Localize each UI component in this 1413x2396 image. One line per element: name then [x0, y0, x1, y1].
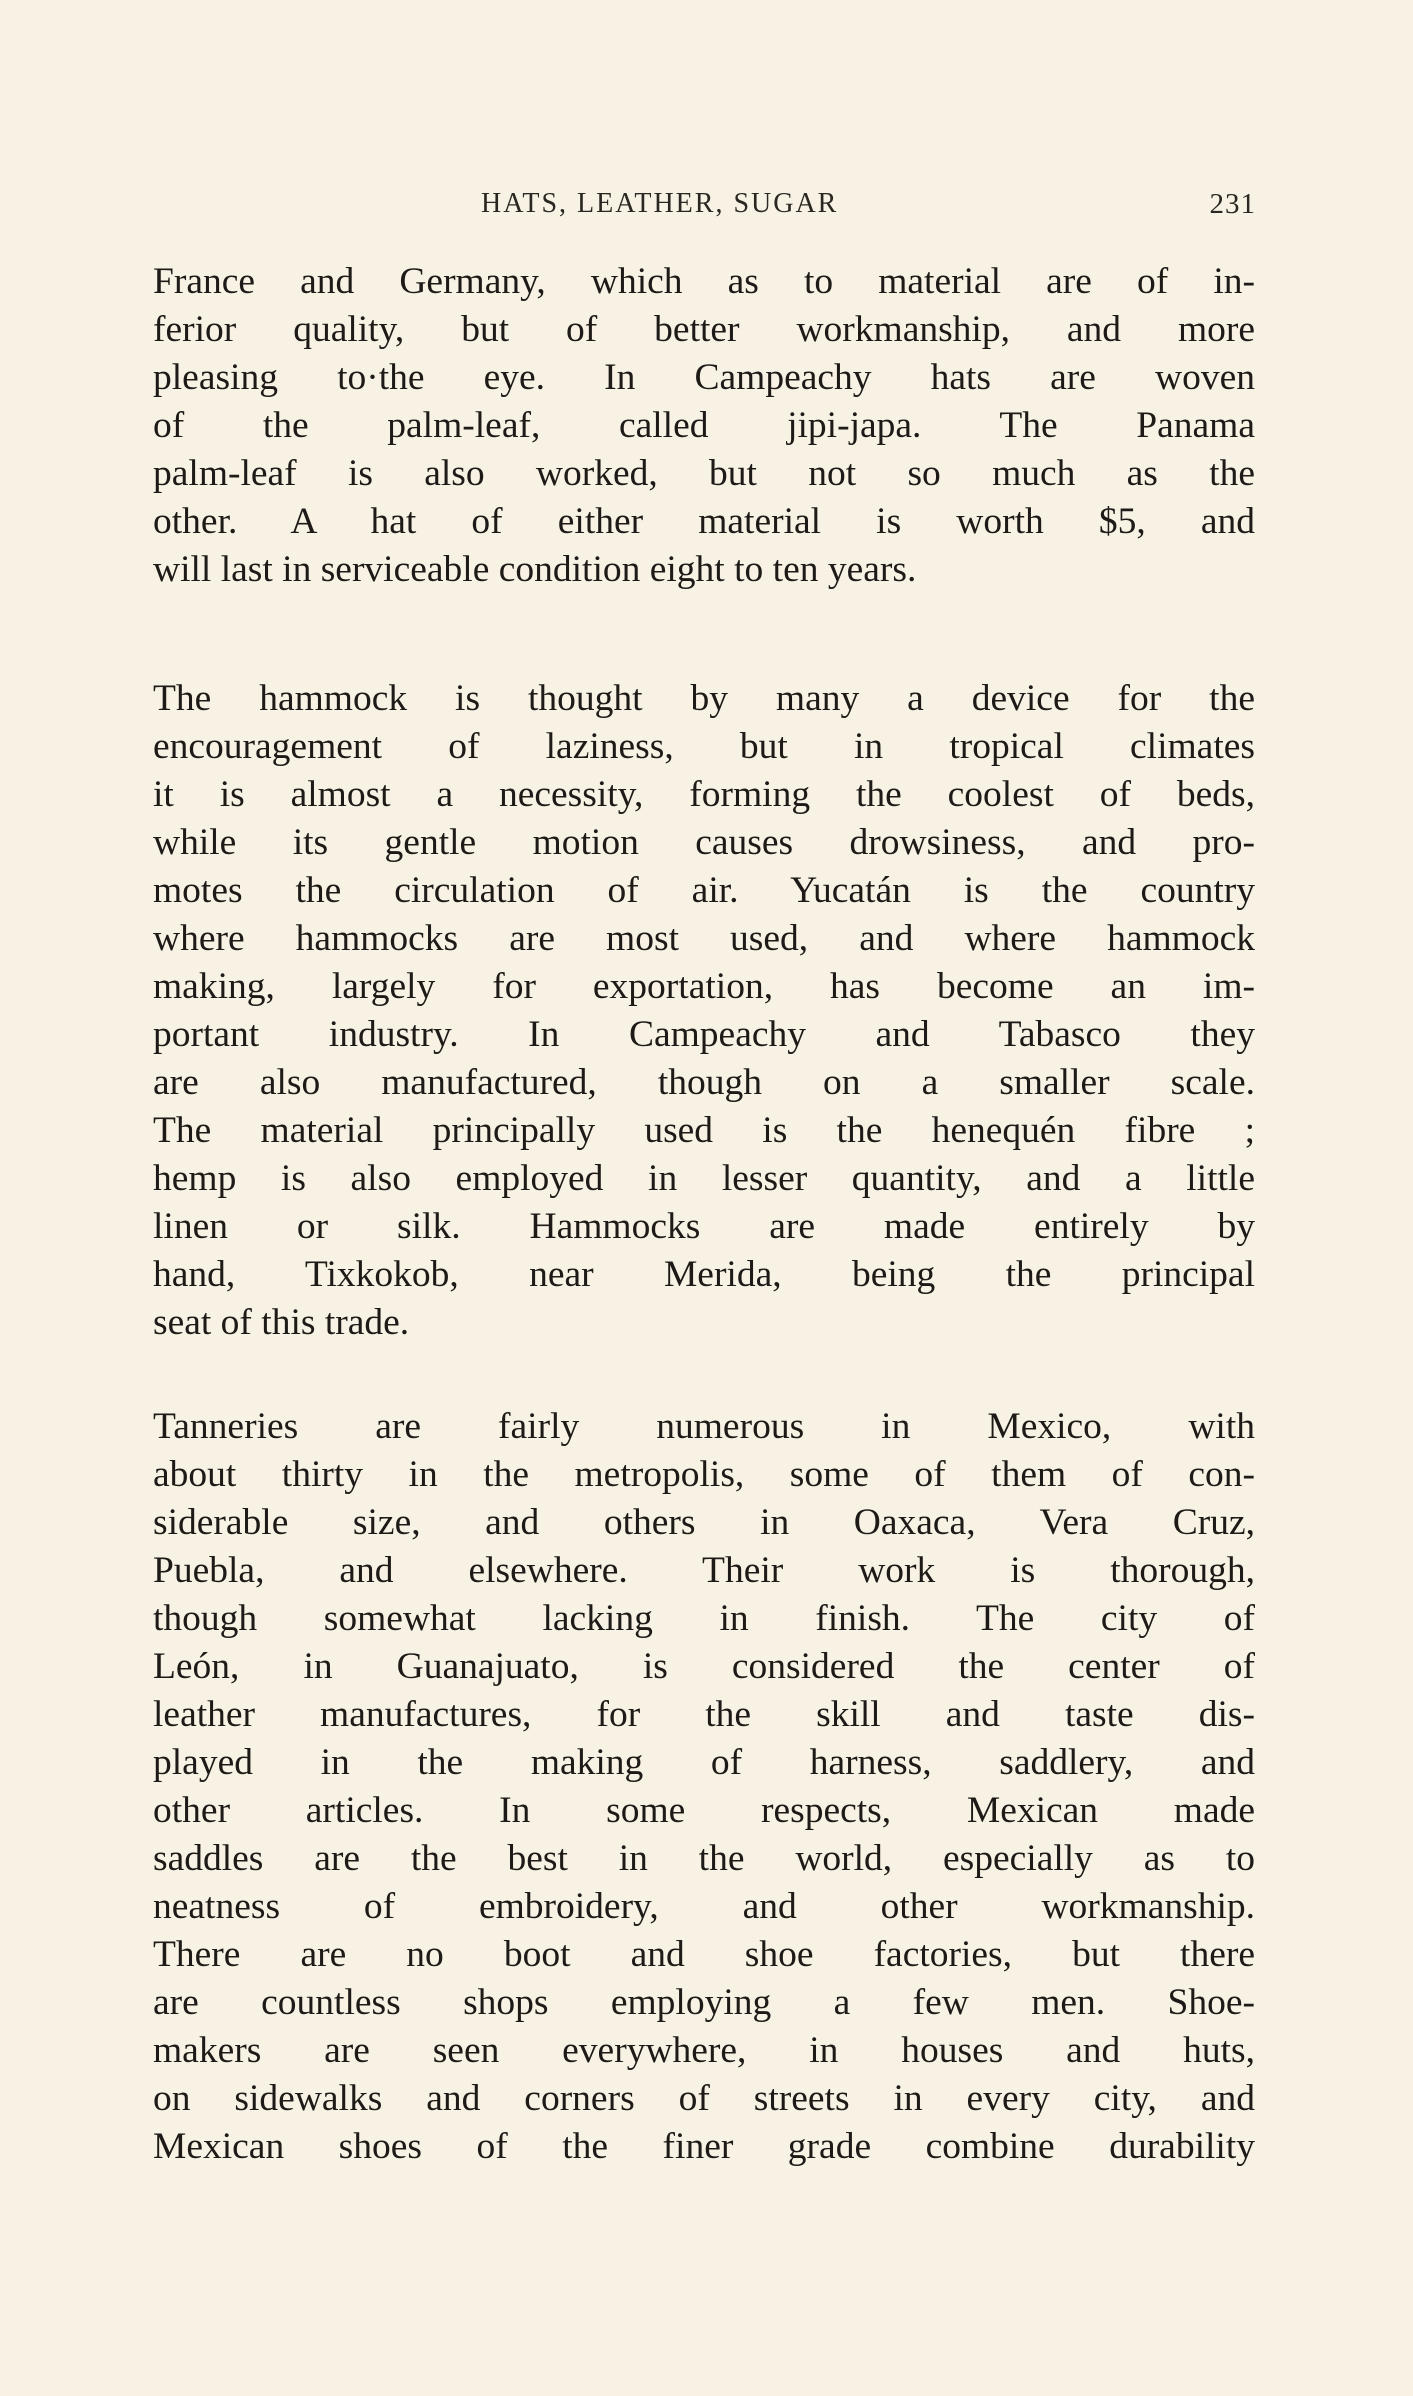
text-line: will last in serviceable condition eight to ten years.	[153, 549, 917, 590]
text-line: are countless shops employing a few men. Shoe-	[153, 1982, 1255, 2023]
text-line: siderable size, and others in Oaxaca, Vera Cruz,	[153, 1502, 1255, 1543]
text-line: portant industry. In Campeachy and Tabasco they	[153, 1014, 1255, 1055]
text-line: where hammocks are most used, and where hammock	[153, 918, 1255, 959]
text-line: neatness of embroidery, and other workmanship.	[153, 1886, 1255, 1927]
text-line: it is almost a necessity, forming the coolest of beds,	[153, 774, 1255, 815]
text-line: Mexican shoes of the finer grade combine durability	[153, 2126, 1255, 2167]
text-line: other. A hat of either material is worth $5, and	[153, 501, 1255, 542]
text-line: León, in Guanajuato, is considered the center of	[153, 1646, 1255, 1687]
text-line: hemp is also employed in lesser quantity, and a little	[153, 1158, 1255, 1199]
text-line: other articles. In some respects, Mexican made	[153, 1790, 1255, 1831]
text-line: saddles are the best in the world, especially as to	[153, 1838, 1255, 1879]
text-line: encouragement of laziness, but in tropical climates	[153, 726, 1255, 767]
text-line: seat of this trade.	[153, 1302, 410, 1343]
text-line: played in the making of harness, saddlery, and	[153, 1742, 1255, 1783]
running-title: HATS, LEATHER, SUGAR	[481, 188, 839, 219]
text-line: France and Germany, which as to material are of in-	[153, 261, 1255, 302]
text-line: The material principally used is the henequén fibre ;	[153, 1110, 1255, 1151]
text-line: linen or silk. Hammocks are made entirely by	[153, 1206, 1255, 1247]
text-line: while its gentle motion causes drowsiness, and pro-	[153, 822, 1255, 863]
text-line: makers are seen everywhere, in houses and huts,	[153, 2030, 1255, 2071]
text-line: on sidewalks and corners of streets in every city, and	[153, 2078, 1255, 2119]
page-number: 231	[1209, 188, 1256, 220]
paragraph-hammocks	[153, 675, 1255, 1347]
text-line: motes the circulation of air. Yucatán is the country	[153, 870, 1255, 911]
text-line: though somewhat lacking in finish. The city of	[153, 1598, 1255, 1639]
paragraph-hats	[153, 258, 1255, 594]
text-line: about thirty in the metropolis, some of them of con-	[153, 1454, 1255, 1495]
text-line: palm-leaf is also worked, but not so much as the	[153, 453, 1255, 494]
text-line: leather manufactures, for the skill and taste dis-	[153, 1694, 1255, 1735]
running-head	[156, 188, 1256, 228]
text-line: ferior quality, but of better workmanship, and more	[153, 309, 1255, 350]
text-line: hand, Tixkokob, near Merida, being the principal	[153, 1254, 1255, 1295]
text-line: Tanneries are fairly numerous in Mexico, with	[153, 1406, 1255, 1447]
text-line: of the palm-leaf, called jipi-japa. The Panama	[153, 405, 1255, 446]
text-line: There are no boot and shoe factories, but there	[153, 1934, 1255, 1975]
text-line: pleasing to·the eye. In Campeachy hats are woven	[153, 357, 1255, 398]
text-line: Puebla, and elsewhere. Their work is thorough,	[153, 1550, 1255, 1591]
text-line: are also manufactured, though on a smaller scale.	[153, 1062, 1255, 1103]
text-line: making, largely for exportation, has become an im-	[153, 966, 1255, 1007]
text-line: The hammock is thought by many a device for the	[153, 678, 1255, 719]
paragraph-tanneries	[153, 1403, 1255, 2171]
